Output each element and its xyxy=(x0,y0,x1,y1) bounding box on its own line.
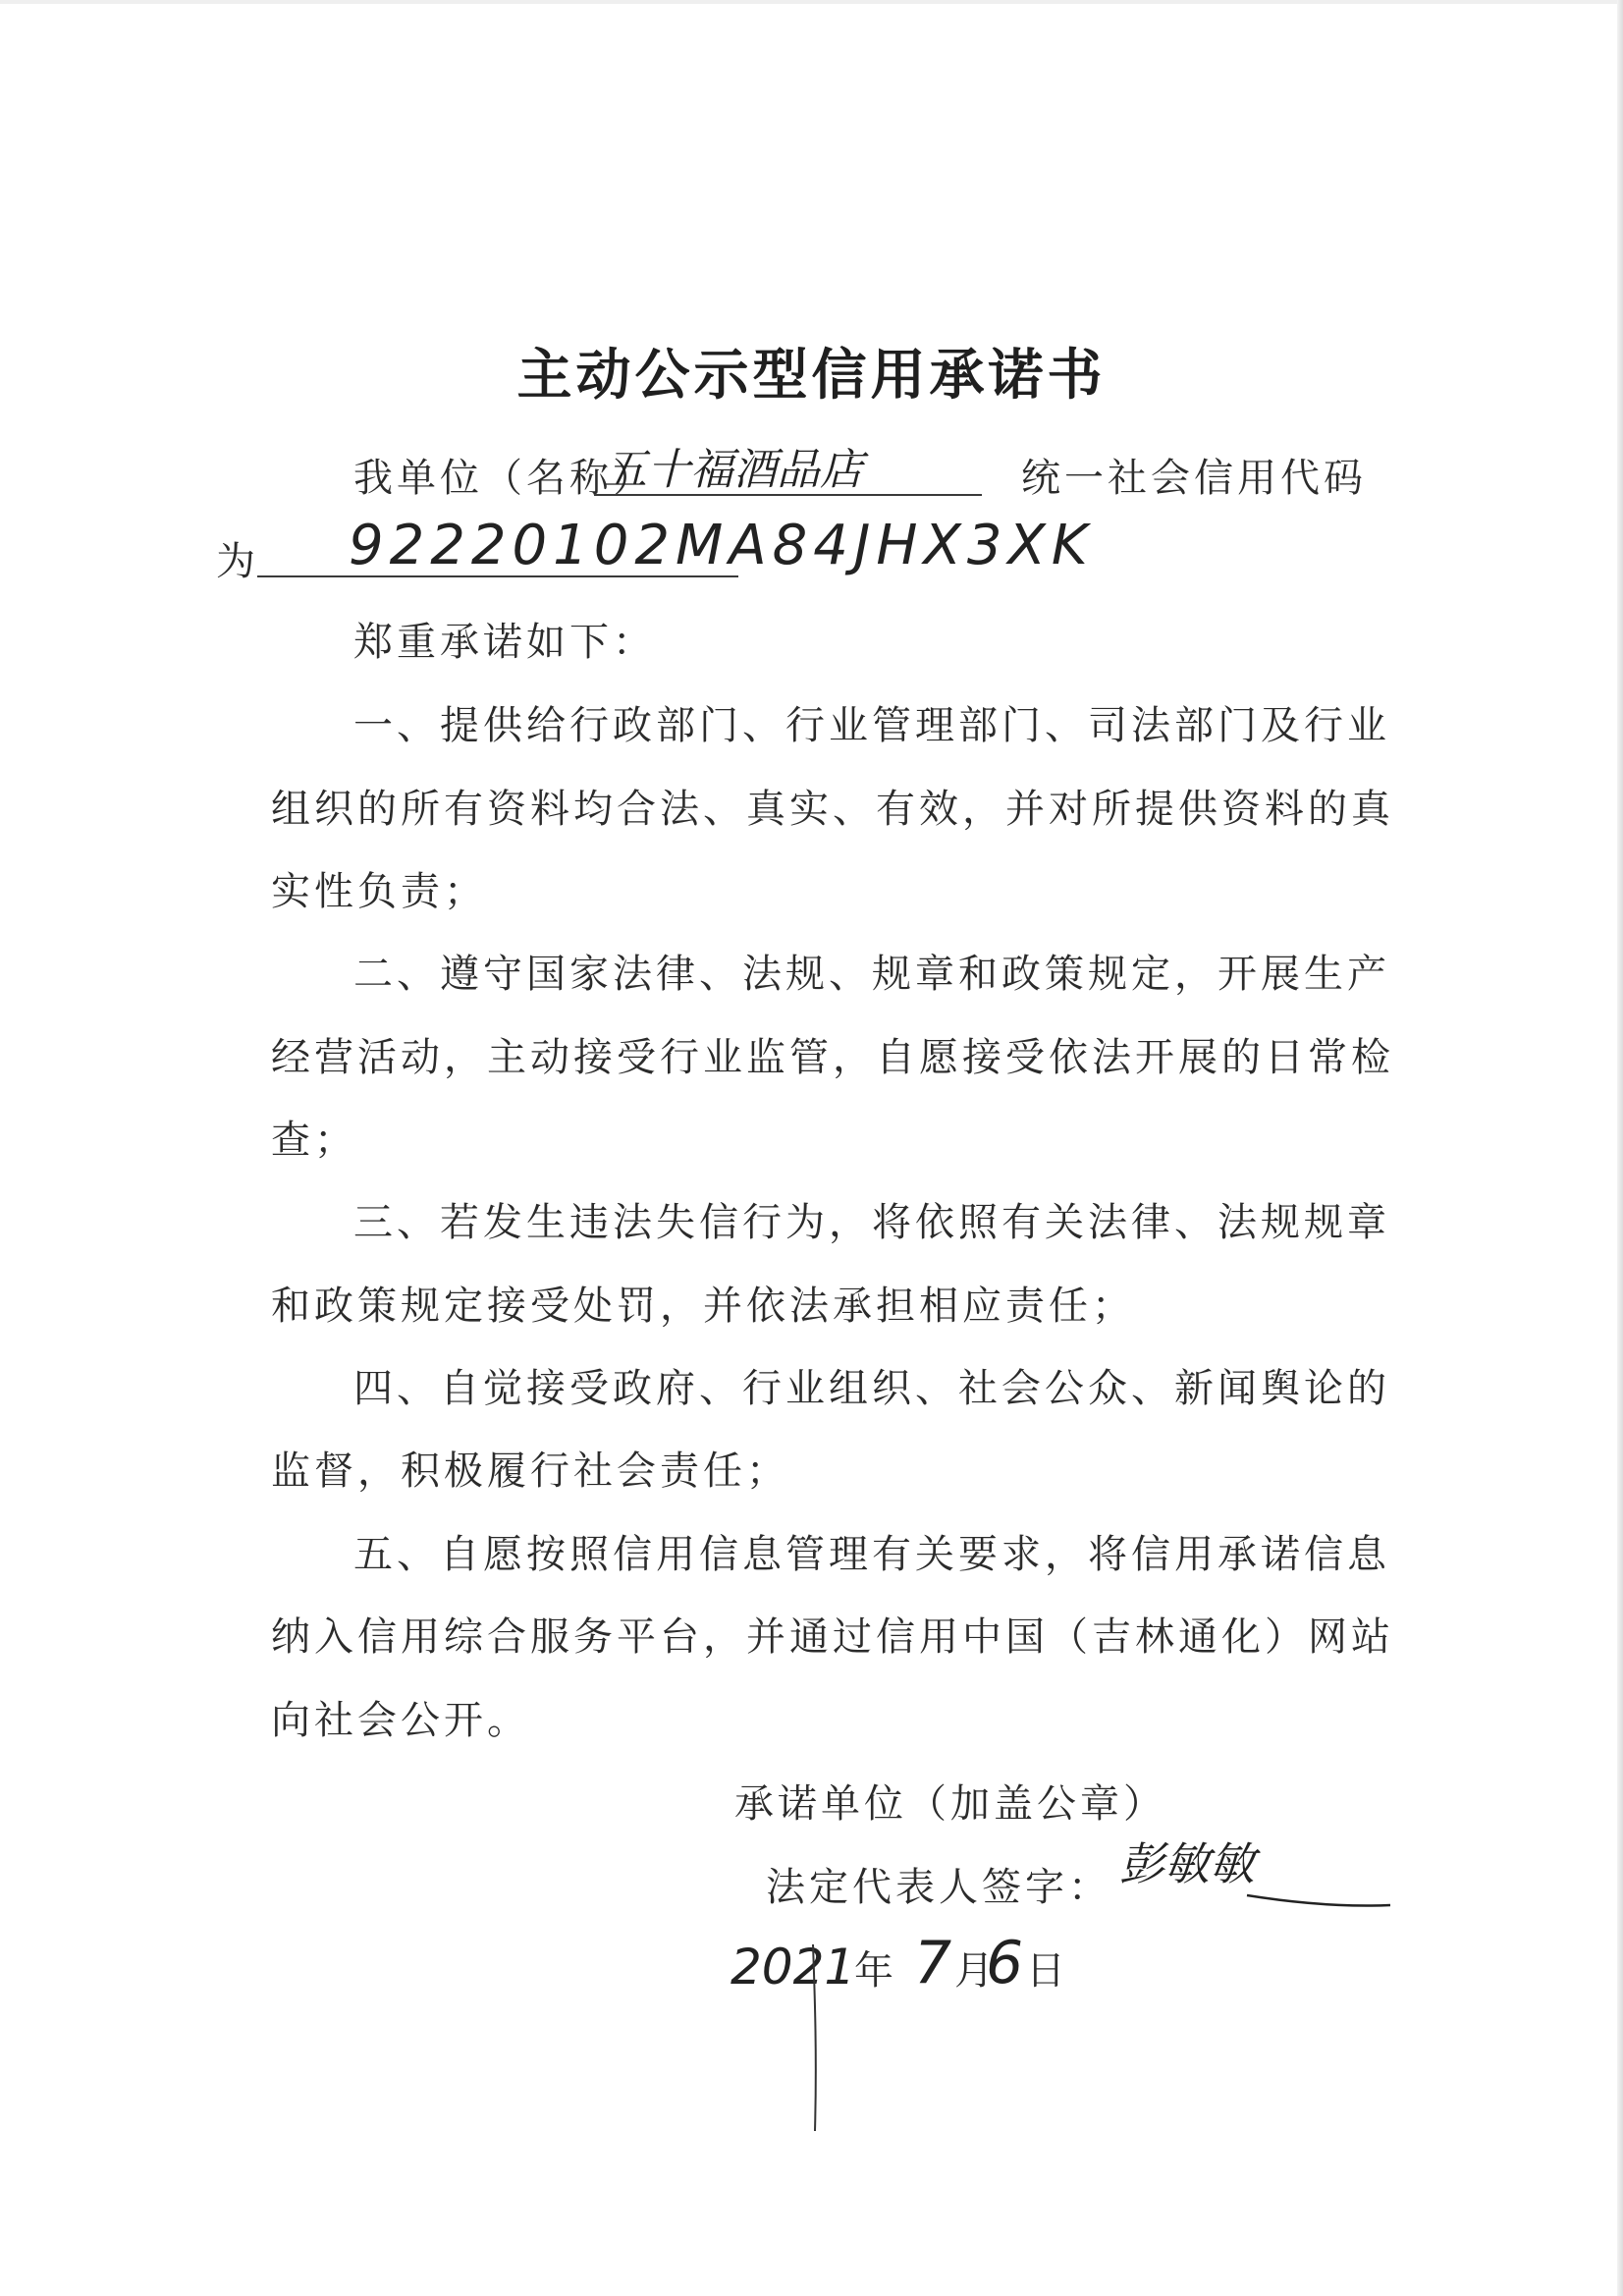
unit-label: 我单位（名称） xyxy=(353,456,656,501)
unit-name-handwriting xyxy=(599,437,992,496)
legal-rep-label: 法定代表人签字： xyxy=(766,1865,1111,1910)
solemn-statement: 郑重承诺如下： xyxy=(353,620,656,665)
clause-1-line-3: 实性负责； xyxy=(271,869,487,914)
clause-1-line-1: 一、提供给行政部门、行业管理部门、司法部门及行业 xyxy=(353,703,1390,748)
clause-3-line-2: 和政策规定接受处罚，并依法承担相应责任； xyxy=(271,1284,1135,1329)
signature-flourish xyxy=(1247,1895,1390,1906)
clause-5-line-2: 纳入信用综合服务平台，并通过信用中国（吉林通化）网站 xyxy=(271,1614,1394,1660)
clause-2-line-3: 查； xyxy=(271,1118,357,1163)
date-year-unit: 年 xyxy=(854,1948,897,1994)
legal-rep-signature xyxy=(1100,1827,1394,1915)
credit-code-handwriting xyxy=(344,501,1094,589)
document-title: 主动公示型信用承诺书 xyxy=(516,344,1107,408)
unit-name-text: 五十福酒品店 xyxy=(604,445,863,495)
date-month: 7 xyxy=(914,1929,952,1997)
clause-5-line-1: 五、自愿按照信用信息管理有关要求，将信用承诺信息 xyxy=(353,1532,1390,1577)
credit-code-text: 92220102MA84JHX3XK xyxy=(349,514,1094,577)
clause-4-line-1: 四、自觉接受政府、行业组织、社会公众、新闻舆论的 xyxy=(353,1366,1390,1411)
clause-2-line-1: 二、遵守国家法律、法规、规章和政策规定，开展生产 xyxy=(353,952,1390,997)
credit-code-label: 统一社会信用代码 xyxy=(1021,456,1367,501)
date-year-handwriting xyxy=(727,1925,854,2003)
clause-2-line-2: 经营活动，主动接受行业监管，自愿接受依法开展的日常检 xyxy=(271,1035,1394,1080)
clause-1-line-2: 组织的所有资料均合法、真实、有效，并对所提供资料的真 xyxy=(271,787,1394,832)
signature-text: 彭敏敏 xyxy=(1119,1837,1255,1890)
date-day-unit: 日 xyxy=(1026,1948,1069,1994)
date-day: 6 xyxy=(986,1929,1024,1997)
clause-5-line-3: 向社会公开。 xyxy=(271,1698,530,1743)
pen-stroke xyxy=(795,1940,835,2136)
clause-4-line-2: 监督，积极履行社会责任； xyxy=(271,1449,789,1494)
for-label: 为 xyxy=(216,539,259,584)
date-year: 2021 xyxy=(730,1939,856,1995)
date-month-unit: 月 xyxy=(954,1948,998,1994)
clause-3-line-1: 三、若发生违法失信行为，将依照有关法律、法规规章 xyxy=(353,1200,1390,1245)
unit-seal-label: 承诺单位（加盖公章） xyxy=(734,1781,1166,1827)
